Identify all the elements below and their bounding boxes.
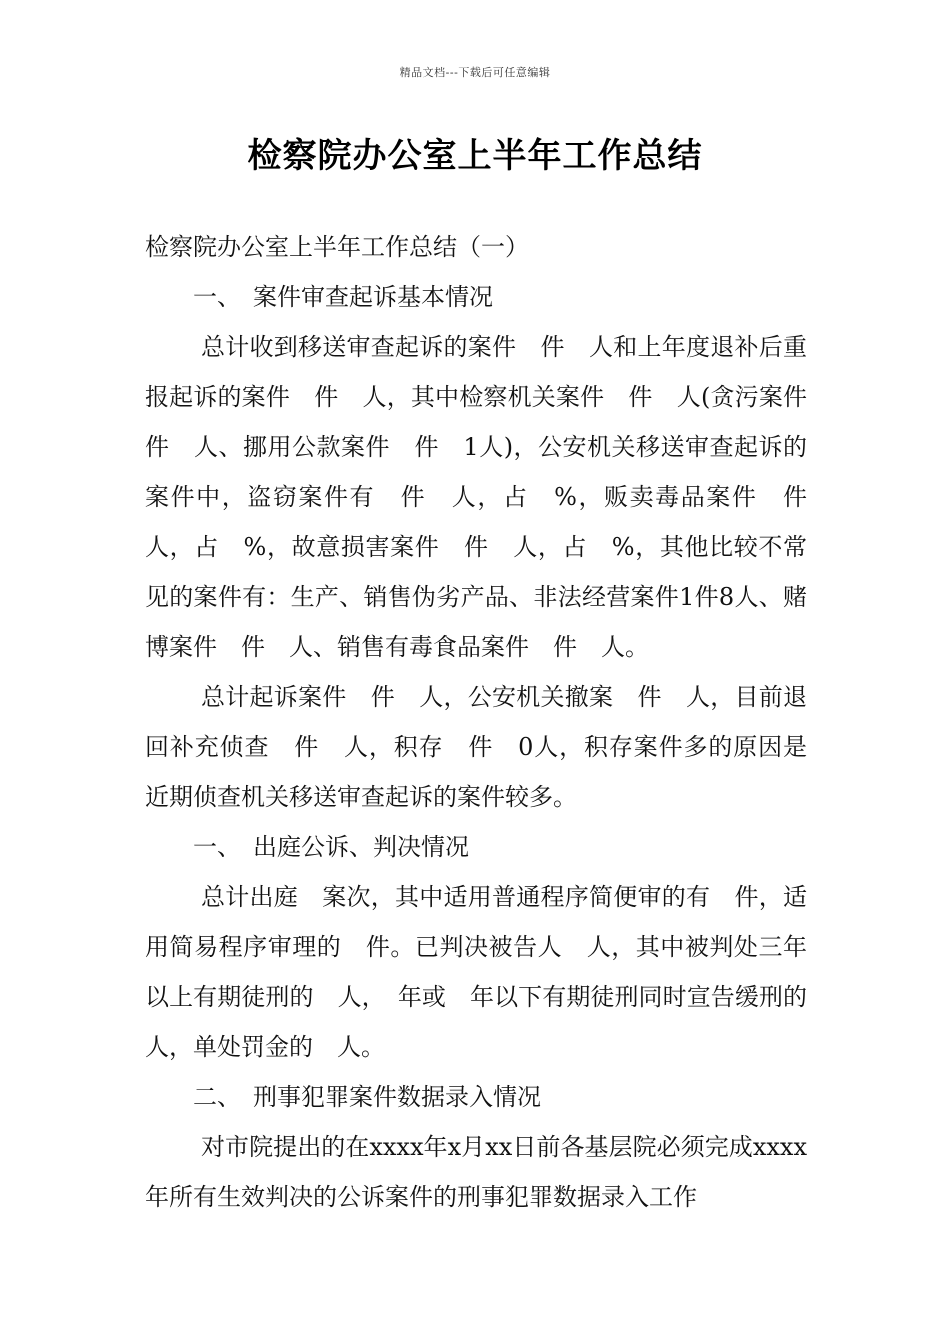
paragraph-case-received: 总计收到移送审查起诉的案件 件 人和上年度退补后重报起诉的案件 件 人，其中检察机关案件 件 人(贪污案件 件 人、挪用公款案件 件 1人)，公安机关移送审查起诉的案件中，盗窃案件有 件 人，占 %，贩卖毒品案件 件 人，占 %，故意损害案件 件 人，占 %，其他比较不常见的案件有：生产、销售伪劣产品、非法经营案件1件8人、赌博案件 件 人、销售有毒食品案件 件 人。 <box>145 333 831 661</box>
page-title: 检察院办公室上半年工作总结 <box>247 136 703 176</box>
paragraph-case-prosecuted: 总计起诉案件 件 人，公安机关撤案 件 人，目前退回补充侦查 件 人，积存 件 0人，积存案件多的原因是近期侦查机关移送审查起诉的案件较多。 <box>145 683 807 811</box>
section-heading-case-review: 一、 案件审查起诉基本情况 <box>193 283 493 311</box>
header-note: 精品文档---下载后可任意编辑 <box>399 66 551 79</box>
paragraph-data-entry: 对市院提出的在xxxx年x月xx日前各基层院必须完成xxxx年所有生效判决的公诉案件的刑事犯罪数据录入工作 <box>145 1133 807 1211</box>
paragraph-court-appearances: 总计出庭 案次，其中适用普通程序简便审的有 件，适用简易程序审理的 件。已判决被告人 人，其中被判处三年以上有期徒刑的 人， 年或 年以下有期徒刑同时宣告缓刑的 人，单处罚金的 人。 <box>145 883 831 1061</box>
section-heading-data-entry: 二、 刑事犯罪案件数据录入情况 <box>193 1083 541 1111</box>
document-subtitle: 检察院办公室上半年工作总结（一） <box>145 233 529 261</box>
document-body <box>145 222 831 1222</box>
section-heading-court-judgment: 一、 出庭公诉、判决情况 <box>193 833 469 861</box>
